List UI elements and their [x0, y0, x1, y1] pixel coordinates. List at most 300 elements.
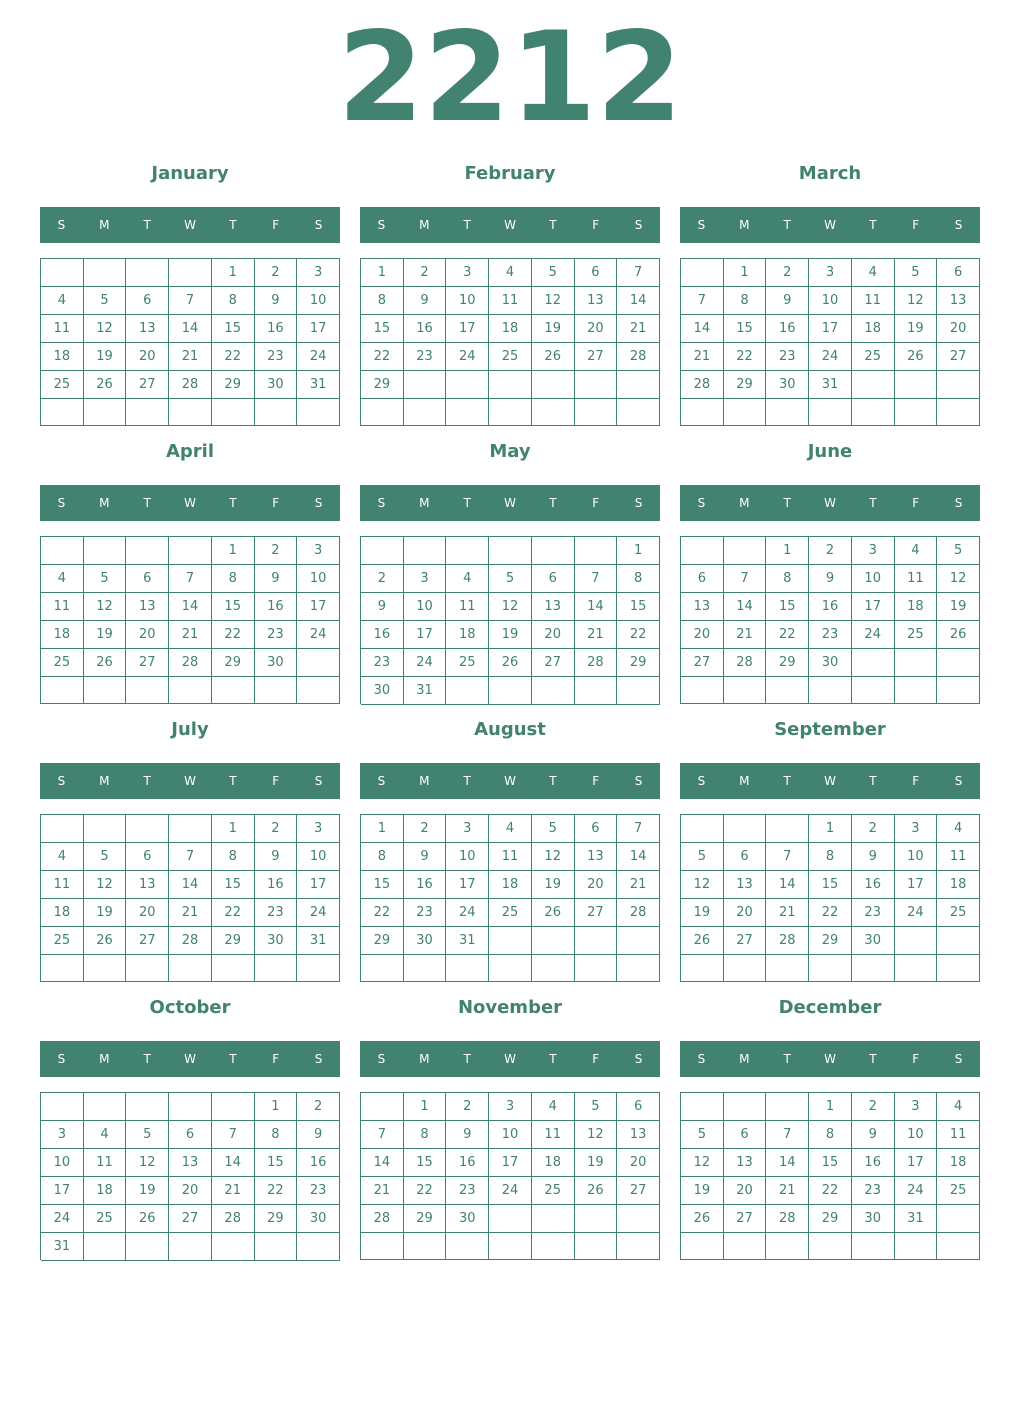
day-cell: 4: [446, 565, 489, 593]
weekday-label: S: [57, 1052, 66, 1066]
day-cell: [575, 371, 618, 399]
day-cell: 1: [404, 1093, 447, 1121]
weekday-label: S: [314, 496, 323, 510]
day-cell: 29: [617, 649, 660, 677]
day-cell: 3: [297, 537, 340, 565]
day-cell: 7: [212, 1121, 255, 1149]
day-cell: 12: [681, 871, 724, 899]
day-cell: 11: [41, 315, 84, 343]
day-cell: 13: [681, 593, 724, 621]
day-cell: 20: [532, 621, 575, 649]
day-cell: 6: [724, 843, 767, 871]
weekday-label: F: [592, 774, 600, 788]
day-cell: [297, 1233, 340, 1261]
day-cell: 30: [404, 927, 447, 955]
day-cell: [937, 677, 980, 704]
day-cell: 19: [84, 899, 127, 927]
day-cell: 20: [681, 621, 724, 649]
day-cell: 31: [297, 927, 340, 955]
day-cell: [809, 677, 852, 704]
day-cell: 13: [617, 1121, 660, 1149]
day-cell: 14: [724, 593, 767, 621]
day-cell: 5: [532, 259, 575, 287]
day-cell: 29: [255, 1205, 298, 1233]
day-cell: 30: [297, 1205, 340, 1233]
weekday-label: W: [184, 218, 196, 232]
day-cell: 3: [852, 537, 895, 565]
day-cell: 13: [126, 593, 169, 621]
day-cell: 2: [404, 259, 447, 287]
weekday-label: S: [634, 1052, 643, 1066]
day-cell: 17: [446, 871, 489, 899]
day-cell: [724, 815, 767, 843]
day-cell: [852, 399, 895, 426]
day-cell: 21: [212, 1177, 255, 1205]
day-cell: 11: [84, 1149, 127, 1177]
day-cell: 16: [255, 315, 298, 343]
month-october: [40, 996, 340, 1262]
day-cell: 10: [446, 843, 489, 871]
weekday-label: S: [57, 774, 66, 788]
day-cell: 24: [446, 899, 489, 927]
day-cell: [446, 955, 489, 982]
day-cell: 27: [169, 1205, 212, 1233]
day-cell: 13: [532, 593, 575, 621]
day-grid: [360, 258, 660, 426]
day-cell: 20: [724, 899, 767, 927]
day-cell: 18: [489, 315, 532, 343]
day-cell: [126, 537, 169, 565]
month-name: May: [489, 441, 531, 462]
weekday-label: S: [697, 218, 706, 232]
day-cell: [126, 1093, 169, 1121]
day-cell: 21: [724, 621, 767, 649]
day-cell: 4: [41, 565, 84, 593]
month-august: [360, 718, 660, 984]
day-cell: 28: [681, 371, 724, 399]
weekday-label: T: [783, 774, 791, 788]
day-cell: 24: [852, 621, 895, 649]
weekday-label: M: [739, 218, 750, 232]
day-cell: 24: [404, 649, 447, 677]
weekday-label: S: [314, 218, 323, 232]
day-cell: [212, 1233, 255, 1261]
day-cell: [766, 677, 809, 704]
day-cell: 26: [575, 1177, 618, 1205]
day-cell: 25: [937, 899, 980, 927]
day-cell: [617, 955, 660, 982]
weekday-label: T: [869, 218, 877, 232]
day-cell: 1: [361, 815, 404, 843]
day-cell: [532, 399, 575, 426]
day-cell: [169, 815, 212, 843]
day-cell: [361, 1233, 404, 1260]
day-cell: [532, 955, 575, 982]
day-cell: 3: [446, 815, 489, 843]
day-cell: [681, 1093, 724, 1121]
weekday-label: T: [229, 774, 237, 788]
weekday-label: T: [229, 496, 237, 510]
day-cell: [681, 399, 724, 426]
day-cell: 19: [575, 1149, 618, 1177]
month-june: [680, 440, 980, 706]
day-cell: [361, 955, 404, 982]
day-cell: [895, 677, 938, 704]
day-cell: [617, 371, 660, 399]
day-cell: 13: [937, 287, 980, 315]
weekday-label: W: [184, 496, 196, 510]
day-cell: [169, 537, 212, 565]
day-cell: [532, 1205, 575, 1233]
day-cell: 23: [297, 1177, 340, 1205]
day-cell: 23: [255, 899, 298, 927]
day-cell: 10: [852, 565, 895, 593]
day-cell: 2: [852, 815, 895, 843]
day-cell: 28: [617, 343, 660, 371]
weekday-label: W: [504, 496, 516, 510]
day-cell: 26: [84, 927, 127, 955]
day-grid: [680, 1092, 980, 1260]
day-cell: 2: [255, 815, 298, 843]
day-cell: 30: [255, 927, 298, 955]
weekday-label: S: [954, 496, 963, 510]
day-cell: [532, 927, 575, 955]
month-name: October: [149, 997, 231, 1018]
day-cell: 10: [446, 287, 489, 315]
day-cell: 9: [255, 843, 298, 871]
day-cell: 3: [809, 259, 852, 287]
day-cell: 14: [169, 315, 212, 343]
day-cell: 16: [404, 315, 447, 343]
day-cell: 18: [84, 1177, 127, 1205]
weekday-label: F: [592, 1052, 600, 1066]
day-cell: 22: [809, 899, 852, 927]
weekday-label: S: [954, 774, 963, 788]
weekday-label: F: [912, 1052, 920, 1066]
weekday-label: T: [143, 774, 151, 788]
weekday-label: F: [272, 1052, 280, 1066]
weekday-label: T: [869, 1052, 877, 1066]
day-cell: 8: [212, 565, 255, 593]
day-grid: [360, 1092, 660, 1260]
weekday-label: M: [419, 774, 430, 788]
day-cell: 26: [126, 1205, 169, 1233]
day-cell: 28: [766, 1205, 809, 1233]
day-cell: 18: [41, 899, 84, 927]
day-cell: [446, 677, 489, 705]
weekday-label: F: [272, 774, 280, 788]
day-cell: [169, 677, 212, 704]
day-cell: 12: [532, 287, 575, 315]
day-cell: [617, 399, 660, 426]
day-cell: 20: [575, 315, 618, 343]
day-cell: 18: [446, 621, 489, 649]
day-cell: 20: [126, 343, 169, 371]
day-cell: 19: [532, 871, 575, 899]
day-cell: 6: [617, 1093, 660, 1121]
day-cell: [126, 815, 169, 843]
day-cell: 18: [937, 871, 980, 899]
day-cell: 11: [532, 1121, 575, 1149]
weekday-label: W: [184, 1052, 196, 1066]
day-cell: [895, 399, 938, 426]
weekday-label: T: [143, 218, 151, 232]
day-cell: 4: [489, 259, 532, 287]
month-november: [360, 996, 660, 1262]
day-cell: 20: [724, 1177, 767, 1205]
day-cell: 23: [852, 899, 895, 927]
weekday-label: T: [869, 496, 877, 510]
day-cell: 2: [852, 1093, 895, 1121]
weekday-label: S: [634, 218, 643, 232]
day-cell: 4: [41, 287, 84, 315]
day-cell: 29: [809, 927, 852, 955]
month-name: August: [474, 719, 546, 740]
day-cell: 24: [41, 1205, 84, 1233]
day-cell: 14: [681, 315, 724, 343]
weekday-label: S: [377, 496, 386, 510]
day-cell: 23: [404, 343, 447, 371]
day-cell: 18: [895, 593, 938, 621]
day-cell: [126, 677, 169, 704]
weekday-label: T: [549, 218, 557, 232]
day-cell: 5: [489, 565, 532, 593]
day-cell: 28: [617, 899, 660, 927]
day-cell: 12: [575, 1121, 618, 1149]
weekday-header: [40, 207, 340, 243]
day-cell: 2: [766, 259, 809, 287]
day-cell: [575, 1233, 618, 1260]
day-cell: [937, 649, 980, 677]
day-cell: 15: [255, 1149, 298, 1177]
day-cell: [41, 537, 84, 565]
day-cell: 16: [404, 871, 447, 899]
day-cell: 21: [766, 1177, 809, 1205]
day-cell: 9: [255, 287, 298, 315]
day-cell: 6: [724, 1121, 767, 1149]
day-cell: [852, 371, 895, 399]
day-cell: 28: [169, 649, 212, 677]
day-cell: 4: [937, 815, 980, 843]
day-cell: [575, 677, 618, 705]
day-cell: 6: [937, 259, 980, 287]
weekday-label: T: [783, 1052, 791, 1066]
day-cell: 27: [681, 649, 724, 677]
weekday-label: F: [272, 496, 280, 510]
day-cell: [404, 1233, 447, 1260]
day-cell: [446, 1233, 489, 1260]
day-cell: 19: [895, 315, 938, 343]
weekday-label: F: [592, 218, 600, 232]
day-cell: [255, 399, 298, 426]
day-cell: 5: [84, 287, 127, 315]
month-name: March: [798, 163, 862, 184]
day-cell: 11: [489, 287, 532, 315]
day-cell: [895, 649, 938, 677]
day-cell: 2: [255, 259, 298, 287]
day-cell: [84, 537, 127, 565]
day-cell: [681, 677, 724, 704]
day-cell: 11: [852, 287, 895, 315]
day-cell: 27: [126, 927, 169, 955]
day-cell: [937, 371, 980, 399]
day-cell: 10: [41, 1149, 84, 1177]
day-cell: [41, 677, 84, 704]
day-cell: 16: [255, 593, 298, 621]
day-cell: 15: [404, 1149, 447, 1177]
day-cell: [41, 955, 84, 982]
day-cell: 19: [681, 1177, 724, 1205]
day-cell: 18: [489, 871, 532, 899]
day-cell: 25: [446, 649, 489, 677]
day-cell: 1: [212, 259, 255, 287]
day-cell: [212, 399, 255, 426]
day-grid: [360, 814, 660, 982]
day-cell: 9: [766, 287, 809, 315]
day-cell: [446, 371, 489, 399]
day-cell: 5: [575, 1093, 618, 1121]
day-cell: 27: [126, 371, 169, 399]
day-cell: 26: [681, 927, 724, 955]
day-cell: 7: [617, 259, 660, 287]
month-name: September: [774, 719, 886, 740]
day-cell: 21: [617, 871, 660, 899]
weekday-label: T: [549, 774, 557, 788]
day-cell: 8: [255, 1121, 298, 1149]
day-cell: 8: [212, 843, 255, 871]
day-cell: 15: [617, 593, 660, 621]
day-cell: 10: [895, 1121, 938, 1149]
day-cell: 15: [361, 315, 404, 343]
day-cell: 21: [169, 899, 212, 927]
day-cell: 23: [404, 899, 447, 927]
day-cell: [489, 399, 532, 426]
day-cell: [681, 259, 724, 287]
day-cell: 29: [212, 649, 255, 677]
day-cell: 12: [489, 593, 532, 621]
weekday-label: S: [697, 496, 706, 510]
day-cell: 7: [361, 1121, 404, 1149]
day-cell: 15: [212, 315, 255, 343]
day-cell: 18: [852, 315, 895, 343]
day-cell: [212, 677, 255, 704]
day-cell: [809, 399, 852, 426]
day-cell: 20: [937, 315, 980, 343]
weekday-label: S: [314, 774, 323, 788]
day-cell: [126, 955, 169, 982]
day-cell: [169, 1093, 212, 1121]
day-cell: 7: [617, 815, 660, 843]
day-cell: 31: [297, 371, 340, 399]
weekday-label: T: [463, 496, 471, 510]
day-cell: 30: [361, 677, 404, 705]
day-cell: 1: [809, 1093, 852, 1121]
day-cell: 12: [84, 871, 127, 899]
day-cell: 15: [724, 315, 767, 343]
day-cell: 3: [41, 1121, 84, 1149]
day-cell: [212, 955, 255, 982]
month-september: [680, 718, 980, 984]
weekday-label: M: [739, 1052, 750, 1066]
day-cell: [766, 1093, 809, 1121]
day-cell: [681, 815, 724, 843]
day-cell: [169, 259, 212, 287]
day-cell: [84, 1233, 127, 1261]
weekday-header: [680, 207, 980, 243]
day-cell: 21: [681, 343, 724, 371]
day-cell: 17: [297, 871, 340, 899]
day-cell: 2: [255, 537, 298, 565]
day-cell: 17: [895, 1149, 938, 1177]
weekday-label: T: [229, 1052, 237, 1066]
day-cell: [489, 1205, 532, 1233]
day-cell: 17: [297, 315, 340, 343]
day-cell: 4: [489, 815, 532, 843]
month-name: February: [464, 163, 556, 184]
month-december: [680, 996, 980, 1262]
day-cell: 19: [126, 1177, 169, 1205]
day-cell: [212, 1093, 255, 1121]
weekday-label: S: [954, 218, 963, 232]
day-cell: 16: [852, 871, 895, 899]
day-cell: 17: [297, 593, 340, 621]
day-cell: [41, 1093, 84, 1121]
weekday-header: [680, 485, 980, 521]
day-cell: 31: [446, 927, 489, 955]
day-cell: 8: [809, 1121, 852, 1149]
weekday-label: F: [592, 496, 600, 510]
weekday-label: T: [783, 218, 791, 232]
day-cell: [126, 259, 169, 287]
day-cell: 17: [404, 621, 447, 649]
day-cell: [809, 1233, 852, 1260]
day-cell: 23: [446, 1177, 489, 1205]
month-april: [40, 440, 340, 706]
day-cell: 12: [84, 315, 127, 343]
day-cell: [532, 1233, 575, 1260]
day-cell: [575, 537, 618, 565]
day-cell: [937, 927, 980, 955]
day-cell: 10: [297, 287, 340, 315]
day-cell: [297, 955, 340, 982]
day-cell: 13: [126, 871, 169, 899]
day-cell: 3: [895, 815, 938, 843]
day-cell: [489, 955, 532, 982]
day-cell: [575, 399, 618, 426]
day-cell: 9: [446, 1121, 489, 1149]
day-cell: 27: [724, 927, 767, 955]
day-cell: 7: [766, 843, 809, 871]
day-cell: 20: [575, 871, 618, 899]
day-cell: 23: [255, 343, 298, 371]
month-february: [360, 162, 660, 428]
day-cell: [532, 537, 575, 565]
day-cell: 23: [255, 621, 298, 649]
day-grid: [40, 258, 340, 426]
weekday-label: S: [954, 1052, 963, 1066]
day-cell: 5: [895, 259, 938, 287]
day-cell: [169, 399, 212, 426]
day-cell: 26: [489, 649, 532, 677]
day-cell: [766, 815, 809, 843]
day-cell: 27: [575, 899, 618, 927]
day-cell: [84, 677, 127, 704]
day-cell: [489, 537, 532, 565]
day-cell: 19: [489, 621, 532, 649]
day-cell: 22: [617, 621, 660, 649]
day-cell: 25: [489, 343, 532, 371]
day-cell: 28: [212, 1205, 255, 1233]
